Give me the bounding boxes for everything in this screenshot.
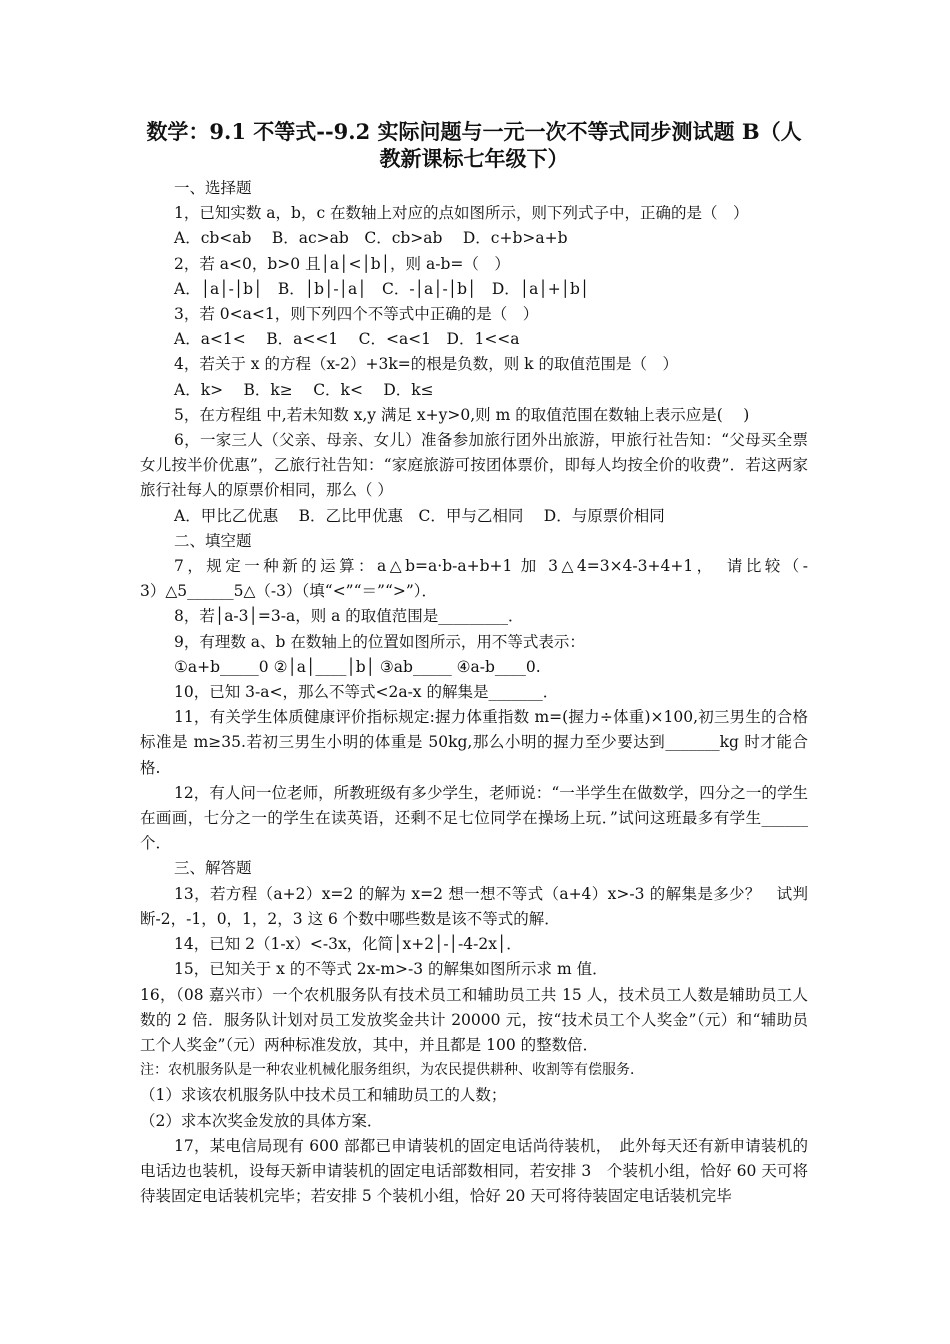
question-1: 1，已知实数 a，b，c 在数轴上对应的点如图所示，则下列式子中，正确的是（ ）	[174, 204, 749, 223]
question-7: 7，规定一种新的运算：a△b=a·b-a+b+1 加 3△4=3×4-3+4+1， 请比较（-	[174, 557, 808, 576]
question-13: 13，若方程（a+2）x=2 的解为 x=2 想一想不等式（a+4）x>-3 的解集是多少？ 试判断-2，-1，0，1，2，3 这 6 个数中哪些数是该不等式的解．	[140, 884, 808, 928]
question-1-options: A．cb<ab B．ac>ab C．cb>ab D．c+b>a+b	[174, 229, 568, 248]
question-17: 17，某电信局现有 600 部都已申请装机的固定电话尚待装机， 此外每天还有新申请装机的电话边也装机，设每天新申请装机的固定电话部数相同，若安排 3 个装机小组，恰好 60 天可将待装固定电话装机完毕；若安排 5 个装机小组，恰好 20 天可将待装固定电话装机完毕	[140, 1136, 808, 1206]
question-15: 15，已知关于 x 的不等式 2x-m>-3 的解集如图所示求 m 值．	[174, 960, 608, 979]
document-page	[140, 118, 808, 1209]
document-title: 数学：9.1 不等式--9.2 实际问题与一元一次不等式同步测试题 B（人教新课标七年级下）	[146, 119, 802, 171]
question-4: 4，若关于 x 的方程（x-2）+3k=的根是负数，则 k 的取值范围是（ ）	[174, 355, 679, 374]
question-16-part-2: （2）求本次奖金发放的具体方案．	[140, 1111, 383, 1130]
question-5: 5，在方程组 中,若未知数 x,y 满足 x+y>0,则 m 的取值范围在数轴上表示应是( )	[174, 405, 750, 424]
question-11: 11，有关学生体质健康评价指标规定:握力体重指数 m=(握力÷体重)×100,初三男生的合格标准是 m≥35.若初三男生小明的体重是 50kg,那么小明的握力至少要达到_______kg 时才能合格.	[140, 708, 808, 777]
question-6: 6，一家三人（父亲、母亲、女儿）准备参加旅行团外出旅游，甲旅行社告知：“父母买全票女儿按半价优惠”，乙旅行社告知：“家庭旅游可按团体票价，即每人均按全价的收费”．若这两家旅行社每人的原票价相同，那么（ ）	[140, 431, 808, 500]
question-12: 12，有人问一位老师，所教班级有多少学生，老师说：“一半学生在做数学，四分之一的学生在画画，七分之一的学生在读英语，还剩不足七位同学在操场上玩．”试问这班最多有学生______个．	[140, 783, 808, 853]
question-16: 16，（08 嘉兴市）一个农机服务队有技术员工和辅助员工共 15 人，技术员工人数是辅助员工人数的 2 倍．服务队计划对员工发放奖金共计 20000 元，按“技术员工个人奖金”（元）和“辅助员工个人奖金”（元）两种标准发放，其中，并且都是 100 的整数倍．	[140, 985, 808, 1054]
question-16-note: 注：农机服务队是一种农业机械化服务组织，为农民提供耕种、收割等有偿服务．	[140, 1062, 644, 1079]
question-3: 3，若 0<a<1，则下列四个不等式中正确的是（ ）	[174, 305, 539, 324]
question-7-continued: 3）△5______5△（-3）（填“<”“＝”“>”）．	[140, 582, 438, 601]
question-8: 8，若│a-3│=3-a，则 a 的取值范围是_________．	[174, 607, 524, 626]
section-heading: 三、解答题	[174, 859, 252, 878]
question-2: 2，若 a<0，b>0 且│a│<│b│，则 a-b=（ ）	[174, 254, 510, 273]
question-3-options: A．a<1< B．a<<1 C．<a<1 D．1<<a	[174, 330, 520, 349]
question-6-options: A．甲比乙优惠 B．乙比甲优惠 C．甲与乙相同 D．与原票价相同	[174, 506, 665, 525]
section-heading: 二、填空题	[174, 531, 252, 550]
question-9: 9，有理数 a、b 在数轴上的位置如图所示，用不等式表示：	[174, 632, 585, 651]
question-14: 14，已知 2（1-x）<-3x，化简│x+2│-│-4-2x│．	[174, 935, 522, 954]
question-4-options: A．k> B．k≥ C．k< D．k≤	[174, 380, 434, 399]
question-16-part-1: （1）求该农机服务队中技术员工和辅助员工的人数；	[140, 1086, 507, 1105]
question-9-blanks: ①a+b_____0 ②│a│____│b│ ③ab_____ ④a-b____0.	[174, 657, 541, 676]
question-2-options: A．│a│-│b│ B．│b│-│a│ C．-│a│-│b│ D．│a│+│b│	[174, 279, 590, 298]
question-10: 10，已知 3-a<，那么不等式<2a-x 的解集是_______．	[174, 683, 559, 702]
section-heading: 一、选择题	[174, 179, 252, 197]
